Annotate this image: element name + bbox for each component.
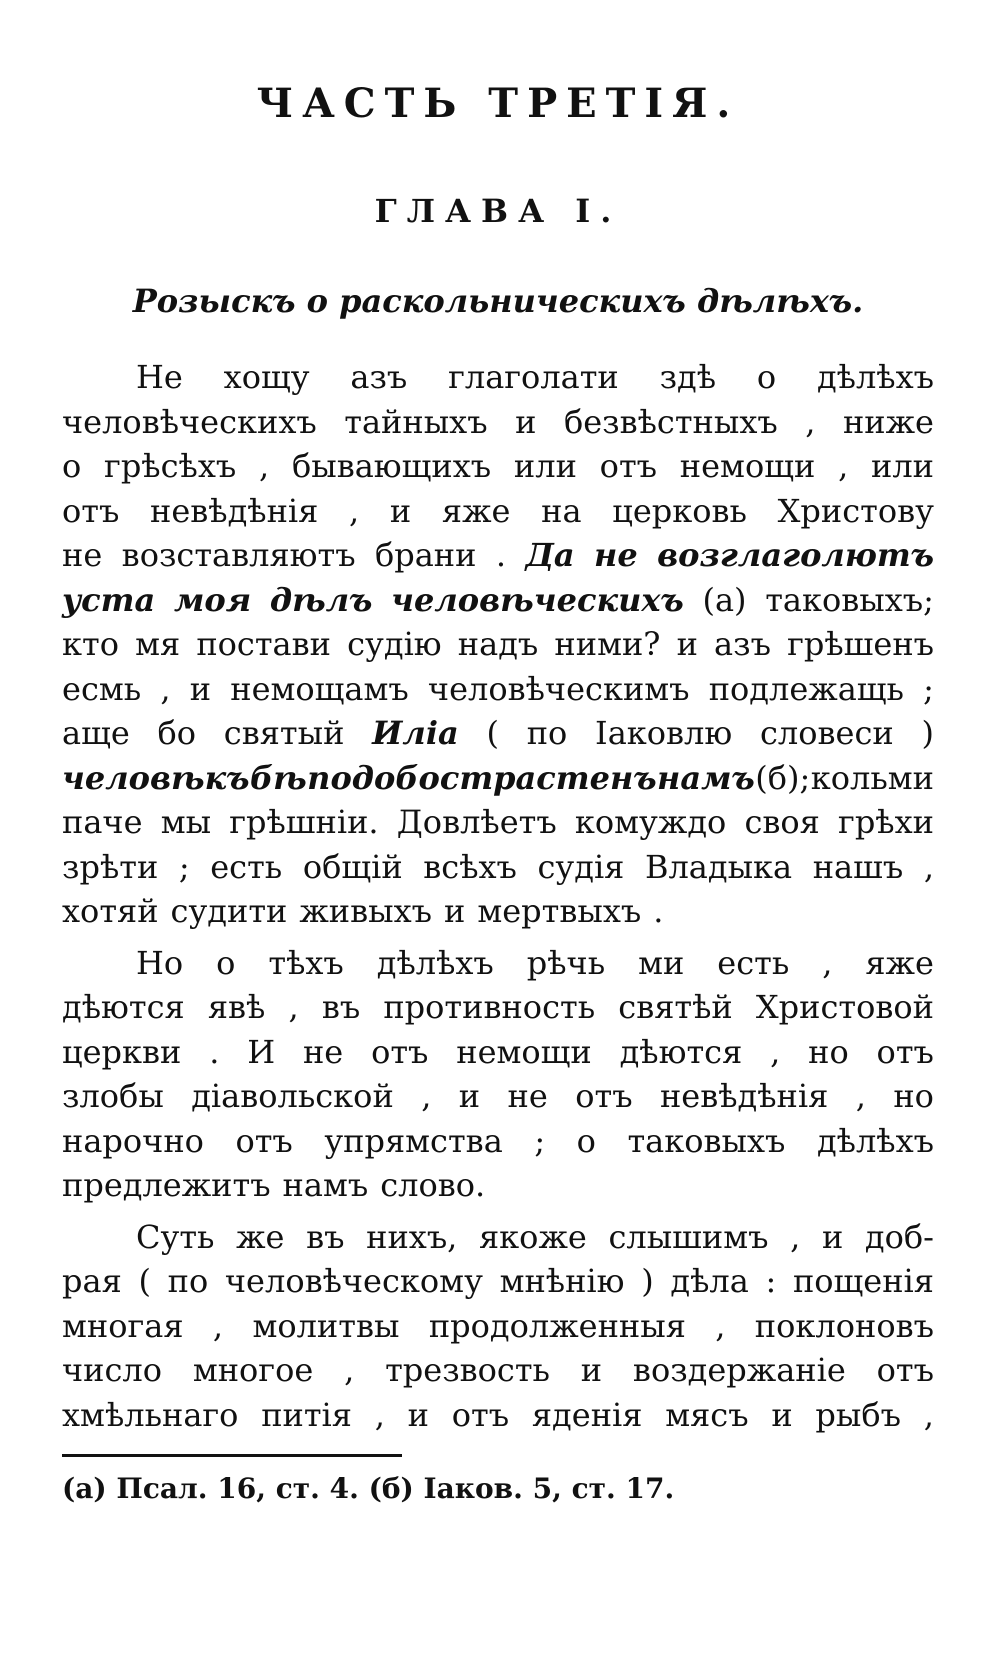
word: злобы: [62, 1077, 164, 1115]
word: человѣческому: [224, 1262, 483, 1300]
word: отъ: [599, 447, 657, 485]
footnote-divider: [62, 1454, 402, 1457]
paragraph: [62, 358, 934, 937]
chapter-subtitle: Розыскъ о раскольническихъ дѣлѣхъ.: [132, 282, 864, 320]
word: аще: [62, 714, 130, 752]
word: и: [580, 1351, 603, 1389]
word: рѣчь: [526, 943, 606, 982]
word: противность: [383, 988, 596, 1026]
text-line: [62, 403, 934, 448]
word: кто: [62, 625, 119, 663]
text-line: [62, 892, 934, 937]
word: .: [495, 536, 507, 574]
word: невѣдѣнія: [150, 491, 319, 530]
italic-word: человѣкъ: [62, 758, 250, 797]
word: ,: [923, 847, 934, 886]
word: дѣются: [619, 1032, 743, 1071]
text-line: [62, 848, 934, 893]
word: тѣхъ: [268, 943, 344, 982]
word: азъ: [714, 625, 771, 663]
text-line: [62, 714, 934, 759]
word: дѣлѣхъ: [816, 358, 934, 396]
word: дѣются: [62, 988, 185, 1026]
word: ,: [288, 988, 299, 1026]
word: или: [871, 447, 934, 485]
word: продолженныя: [428, 1306, 686, 1345]
text-line: [62, 944, 934, 989]
word: святый: [223, 714, 345, 752]
text-line: [62, 988, 934, 1033]
word: Христову: [777, 491, 934, 530]
text-line: [62, 670, 934, 715]
word: Владыка: [644, 847, 793, 886]
word: (: [486, 714, 499, 752]
word: ,: [855, 1077, 866, 1115]
word: или: [513, 447, 577, 485]
text-line: [62, 492, 934, 537]
word: таковыхъ;: [765, 580, 934, 619]
word: человѣческихъ: [62, 402, 317, 441]
body-text: [62, 358, 934, 1447]
word: комуждо: [574, 803, 727, 841]
word: поклоновъ: [754, 1306, 934, 1345]
word: многая: [62, 1306, 184, 1345]
word: яже: [441, 491, 511, 530]
word: немощи: [679, 447, 816, 485]
word: ,: [923, 1395, 934, 1434]
word: грѣсѣхъ: [104, 447, 237, 485]
word: таковыхъ: [627, 1121, 786, 1160]
word: доб-: [864, 1217, 934, 1256]
word: и: [676, 625, 698, 663]
word: отъ: [62, 491, 120, 530]
word: подлежащь: [708, 669, 904, 708]
word: немощи: [456, 1032, 592, 1071]
word: и: [771, 1395, 793, 1434]
word: отъ: [371, 1032, 429, 1071]
word: по: [526, 714, 568, 752]
word: общій: [302, 847, 403, 886]
word: о: [756, 358, 777, 396]
word: мертвыхъ: [477, 892, 642, 930]
word: но: [893, 1077, 934, 1115]
word: мясъ: [665, 1395, 749, 1434]
word: дѣлѣхъ: [376, 943, 494, 982]
italic-word: человѣческихъ: [391, 580, 684, 619]
word: рыбъ: [815, 1395, 901, 1434]
italic-word: не: [594, 536, 638, 574]
word: Суть: [136, 1217, 215, 1256]
word: не: [507, 1077, 548, 1115]
text-line: [62, 625, 934, 670]
word: ми: [638, 943, 685, 982]
word: ,: [259, 447, 270, 485]
word: грѣхи: [838, 803, 934, 841]
word: предлежитъ: [62, 1166, 271, 1204]
word: отъ: [876, 1351, 934, 1389]
word: безвѣстныхъ: [563, 402, 778, 441]
word: грѣшніи.: [229, 803, 379, 841]
word: здѣ: [659, 358, 717, 396]
word: ,: [374, 1395, 385, 1434]
word: многое: [192, 1351, 314, 1389]
chapter-title: ГЛАВА І.: [374, 192, 622, 230]
text-line: [62, 1396, 934, 1441]
text-line: [62, 1307, 934, 1352]
word: брани: [374, 536, 477, 574]
word: своя: [744, 803, 820, 841]
text-line: [62, 1218, 934, 1263]
italic-word: возглаголютъ: [657, 536, 934, 574]
word: кольми: [810, 758, 934, 797]
word: и: [407, 1395, 429, 1434]
word: ;: [923, 669, 934, 708]
text-line: [62, 358, 934, 403]
word: зрѣти: [62, 847, 159, 886]
word: въ: [321, 988, 361, 1026]
word: слово.: [380, 1166, 486, 1204]
word: явѣ: [207, 988, 266, 1026]
word: діавольской: [191, 1077, 394, 1115]
word: всѣхъ: [423, 847, 517, 886]
word: ,: [790, 1217, 801, 1256]
word: церкви: [62, 1032, 182, 1071]
word: мя: [135, 625, 181, 663]
word: ): [921, 714, 934, 752]
word: :: [765, 1262, 777, 1300]
text-line: [62, 1122, 934, 1167]
text-line: [62, 536, 934, 581]
word: ,: [770, 1032, 781, 1071]
part-title: ЧАСТЬ ТРЕТІЯ.: [256, 80, 740, 127]
word: мы: [160, 803, 212, 841]
text-line: [62, 581, 934, 626]
word: и: [189, 669, 212, 708]
word: И: [247, 1032, 276, 1071]
word: и: [389, 491, 412, 530]
text-line: [62, 759, 934, 804]
footnote: (а) Псал. 16, ст. 4. (б) Іаков. 5, ст. 17.: [62, 1472, 675, 1505]
italic-word: моя: [173, 580, 252, 619]
word: святѣй: [618, 988, 733, 1026]
word: надъ: [457, 625, 539, 663]
word: о: [576, 1121, 596, 1160]
word: (: [138, 1262, 151, 1300]
word: ,: [212, 1306, 224, 1345]
word: ,: [160, 669, 171, 708]
word: азъ: [350, 358, 408, 396]
word: нихъ,: [366, 1217, 458, 1256]
word: якоже: [478, 1217, 587, 1256]
word: яденія: [531, 1395, 643, 1434]
italic-word: уста: [62, 580, 156, 619]
word: отъ: [575, 1077, 633, 1115]
word: намъ: [282, 1166, 369, 1204]
word: невѣдѣнія: [659, 1077, 829, 1115]
word: ;: [534, 1121, 546, 1160]
word: ,: [822, 943, 833, 982]
word: паче: [62, 803, 143, 841]
word: немощамъ: [230, 669, 409, 708]
word: ними?: [554, 625, 661, 663]
word: слышимъ: [608, 1217, 769, 1256]
word: живыхъ: [299, 892, 432, 930]
word: человѣческимъ: [427, 669, 690, 708]
word: но: [808, 1032, 849, 1071]
word: дѣлѣхъ: [816, 1121, 934, 1160]
word: ;: [178, 847, 190, 886]
word: яже: [865, 943, 934, 982]
word: нарочно: [62, 1121, 204, 1160]
italic-word: Иліа: [372, 714, 459, 752]
word: (б);: [755, 758, 811, 797]
italic-word: Да: [525, 536, 575, 574]
word: отъ: [235, 1121, 293, 1160]
word: судію: [347, 625, 442, 663]
word: не: [62, 536, 103, 574]
word: ниже: [842, 402, 934, 441]
word: ): [641, 1262, 654, 1300]
word: Іаковлю: [595, 714, 733, 752]
word: ,: [344, 1351, 355, 1389]
word: ,: [349, 491, 360, 530]
text-line: [62, 1077, 934, 1122]
word: ,: [715, 1306, 726, 1345]
word: и: [444, 892, 466, 930]
text-line: [62, 1166, 934, 1211]
word: не: [302, 1032, 344, 1071]
word: и: [821, 1217, 844, 1256]
word: Но: [136, 943, 184, 982]
word: о: [216, 943, 236, 982]
word: словеси: [759, 714, 894, 752]
word: ,: [421, 1077, 432, 1115]
word: упрямства: [324, 1121, 503, 1160]
word: о: [62, 447, 82, 485]
word: воздержаніе: [632, 1351, 846, 1389]
word: возставляютъ: [121, 536, 356, 574]
word: ,: [838, 447, 849, 485]
word: на: [541, 491, 582, 530]
word: рая: [62, 1262, 122, 1300]
word: хощу: [223, 358, 310, 396]
text-line: [62, 1351, 934, 1396]
text-line: [62, 447, 934, 492]
word: хмѣльнаго: [62, 1395, 239, 1434]
word: (а): [702, 580, 747, 619]
word: есть: [717, 943, 790, 982]
italic-word: бѣ: [250, 758, 307, 797]
word: отъ: [876, 1032, 934, 1071]
word: бо: [157, 714, 197, 752]
word: ,: [805, 402, 816, 441]
word: по: [167, 1262, 209, 1300]
word: судія: [537, 847, 625, 886]
word: Не: [136, 358, 183, 396]
paragraph: [62, 944, 934, 1211]
word: бывающихъ: [291, 447, 492, 485]
word: трезвость: [385, 1351, 550, 1389]
text-line: [62, 803, 934, 848]
word: есмь: [62, 669, 142, 708]
word: и: [515, 402, 537, 441]
word: Христовой: [755, 988, 934, 1026]
word: молитвы: [252, 1306, 400, 1345]
book-page: [62, 0, 934, 1678]
word: дѣла: [670, 1262, 749, 1300]
word: постави: [196, 625, 331, 663]
word: церковь: [612, 491, 747, 530]
word: грѣшенъ: [787, 625, 934, 663]
italic-word: дѣлъ: [269, 580, 373, 619]
word: число: [62, 1351, 162, 1389]
italic-word: подобострастенъ: [307, 758, 657, 797]
word: пощенія: [792, 1262, 934, 1300]
word: же: [236, 1217, 285, 1256]
italic-word: намъ: [657, 758, 755, 797]
word: .: [209, 1032, 220, 1071]
word: питія: [261, 1395, 352, 1434]
word: есть: [210, 847, 283, 886]
text-line: [62, 1262, 934, 1307]
word: Довлѣетъ: [396, 803, 557, 841]
word: глаголати: [448, 358, 619, 396]
word: отъ: [451, 1395, 510, 1434]
word: судити: [170, 892, 288, 930]
word: въ: [306, 1217, 345, 1256]
word: .: [653, 892, 664, 930]
text-line: [62, 1033, 934, 1078]
word: нашъ: [812, 847, 904, 886]
paragraph: [62, 1218, 934, 1441]
word: мнѣнію: [499, 1262, 625, 1300]
word: тайныхъ: [344, 402, 488, 441]
word: и: [458, 1077, 481, 1115]
word: хотяй: [62, 892, 159, 930]
